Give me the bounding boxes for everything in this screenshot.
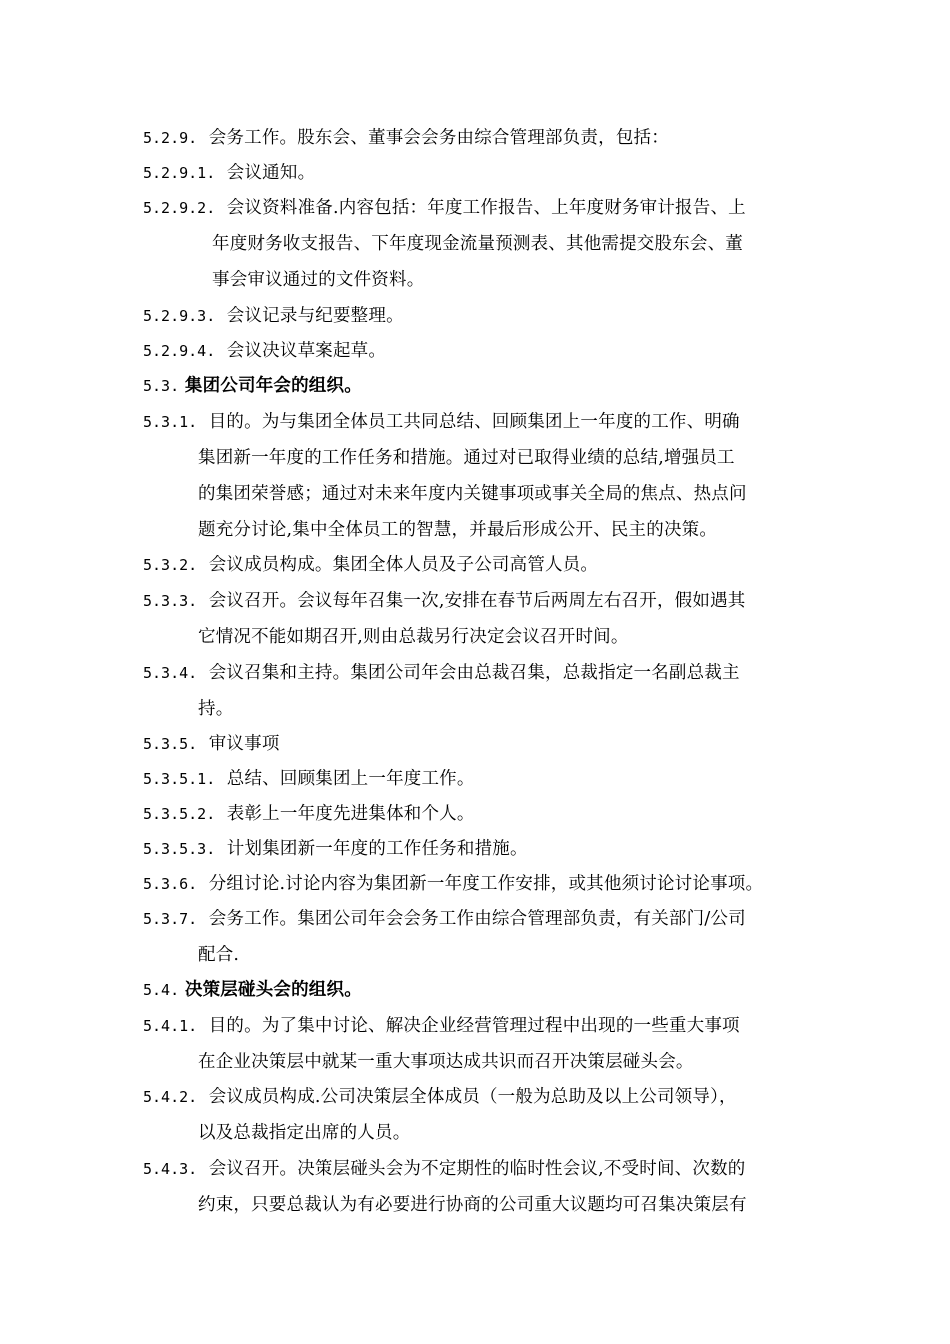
clause-continuation bbox=[198, 1193, 747, 1217]
clause-number: 5.3.1. bbox=[143, 413, 198, 431]
clause-text: 会议召开。决策层碰头会为不定期性的临时性会议,不受时间、次数的 bbox=[208, 1159, 746, 1179]
clause-text: 会议决议草案起草。 bbox=[226, 341, 387, 361]
clause-5-3-4 bbox=[143, 661, 740, 685]
clause-text: 表彰上一年度先进集体和个人。 bbox=[226, 804, 475, 824]
clause-5-4-3 bbox=[143, 1157, 745, 1181]
clause-5-3-1 bbox=[143, 410, 740, 434]
clause-text: 会务工作。股东会、董事会会务由综合管理部负责，包括： bbox=[208, 128, 669, 148]
clause-number: 5.3.5. bbox=[143, 735, 198, 753]
clause-continuation bbox=[198, 697, 233, 721]
clause-text: 集团新一年度的工作任务和措施。通过对已取得业绩的总结,增强员工 bbox=[198, 448, 735, 468]
clause-text: 年度财务收支报告、下年度现金流量预测表、其他需提交股东会、董 bbox=[212, 234, 743, 254]
clause-text: 会议召开。会议每年召集一次,安排在春节后两周左右召开，假如遇其 bbox=[208, 591, 746, 611]
clause-5-3-5-2 bbox=[143, 802, 475, 826]
clause-number: 5.2.9.3. bbox=[143, 307, 216, 325]
section-number: 5.4. bbox=[143, 981, 180, 999]
clause-continuation bbox=[198, 1121, 410, 1145]
clause-text: 会务工作。集团公司年会会务工作由综合管理部负责，有关部门/公司 bbox=[208, 909, 746, 929]
clause-5-4-1 bbox=[143, 1014, 740, 1038]
clause-text: 约束，只要总裁认为有必要进行协商的公司重大议题均可召集决策层有 bbox=[198, 1195, 747, 1215]
clause-text: 配合. bbox=[198, 945, 240, 965]
clause-5-2-9-1 bbox=[143, 161, 315, 185]
clause-text: 会议资料准备.内容包括：年度工作报告、上年度财务审计报告、上 bbox=[226, 198, 746, 218]
clause-number: 5.2.9.2. bbox=[143, 199, 216, 217]
clause-number: 5.4.3. bbox=[143, 1160, 198, 1178]
clause-number: 5.2.9.4. bbox=[143, 342, 216, 360]
clause-number: 5.3.5.3. bbox=[143, 840, 216, 858]
clause-text: 会议成员构成.公司决策层全体成员（一般为总助及以上公司领导）， bbox=[208, 1087, 737, 1107]
section-title: 决策层碰头会的组织。 bbox=[184, 980, 362, 1000]
clause-text: 在企业决策层中就某一重大事项达成共识而召开决策层碰头会。 bbox=[198, 1052, 694, 1072]
clause-number: 5.3.4. bbox=[143, 664, 198, 682]
clause-continuation bbox=[198, 625, 629, 649]
clause-number: 5.3.5.2. bbox=[143, 805, 216, 823]
clause-number: 5.4.2. bbox=[143, 1088, 198, 1106]
clause-text: 会议通知。 bbox=[226, 163, 316, 183]
clause-continuation bbox=[198, 943, 239, 967]
clause-continuation bbox=[212, 232, 743, 256]
clause-number: 5.3.6. bbox=[143, 875, 198, 893]
clause-text: 以及总裁指定出席的人员。 bbox=[198, 1123, 411, 1143]
clause-5-4-2 bbox=[143, 1085, 737, 1109]
clause-continuation bbox=[212, 268, 424, 292]
clause-text: 事会审议通过的文件资料。 bbox=[212, 270, 425, 290]
clause-number: 5.2.9. bbox=[143, 129, 198, 147]
clause-text: 会议召集和主持。集团公司年会由总裁召集，总裁指定一名副总裁主 bbox=[208, 663, 740, 683]
clause-text: 的集团荣誉感；通过对未来年度内关键事项或事关全局的焦点、热点问 bbox=[198, 484, 747, 504]
clause-text: 目的。为与集团全体员工共同总结、回顾集团上一年度的工作、明确 bbox=[208, 412, 740, 432]
clause-text: 总结、回顾集团上一年度工作。 bbox=[226, 769, 475, 789]
clause-number: 5.2.9.1. bbox=[143, 164, 216, 182]
section-5-4-heading bbox=[143, 978, 362, 1002]
clause-text: 它情况不能如期召开,则由总裁另行决定会议召开时间。 bbox=[198, 627, 629, 647]
clause-5-3-2 bbox=[143, 553, 598, 577]
clause-5-3-6 bbox=[143, 872, 763, 896]
section-5-3-heading bbox=[143, 374, 362, 398]
clause-5-3-7 bbox=[143, 907, 746, 931]
clause-5-2-9-4 bbox=[143, 339, 386, 363]
clause-continuation bbox=[198, 482, 747, 506]
clause-text: 会议成员构成。集团全体人员及子公司高管人员。 bbox=[208, 555, 599, 575]
clause-continuation bbox=[198, 1050, 694, 1074]
clause-continuation bbox=[198, 446, 735, 470]
section-number: 5.3. bbox=[143, 377, 180, 395]
clause-text: 题充分讨论,集中全体员工的智慧，并最后形成公开、民主的决策。 bbox=[198, 520, 718, 540]
clause-5-3-5-1 bbox=[143, 767, 475, 791]
clause-number: 5.3.5.1. bbox=[143, 770, 216, 788]
clause-number: 5.3.7. bbox=[143, 910, 198, 928]
clause-number: 5.4.1. bbox=[143, 1017, 198, 1035]
clause-5-3-3 bbox=[143, 589, 745, 613]
clause-text: 计划集团新一年度的工作任务和措施。 bbox=[226, 839, 528, 859]
clause-continuation bbox=[198, 518, 717, 542]
clause-text: 目的。为了集中讨论、解决企业经营管理过程中出现的一些重大事项 bbox=[208, 1016, 740, 1036]
clause-number: 5.3.2. bbox=[143, 556, 198, 574]
clause-number: 5.3.3. bbox=[143, 592, 198, 610]
clause-text: 审议事项 bbox=[208, 734, 280, 754]
clause-5-3-5 bbox=[143, 732, 280, 756]
clause-5-3-5-3 bbox=[143, 837, 528, 861]
clause-text: 会议记录与纪要整理。 bbox=[226, 306, 404, 326]
clause-5-2-9 bbox=[143, 126, 669, 150]
clause-5-2-9-2 bbox=[143, 196, 746, 220]
clause-text: 分组讨论.讨论内容为集团新一年度工作安排，或其他须讨论讨论事项。 bbox=[208, 874, 764, 894]
clause-5-2-9-3 bbox=[143, 304, 404, 328]
clause-text: 持。 bbox=[198, 699, 234, 719]
section-title: 集团公司年会的组织。 bbox=[184, 376, 362, 396]
